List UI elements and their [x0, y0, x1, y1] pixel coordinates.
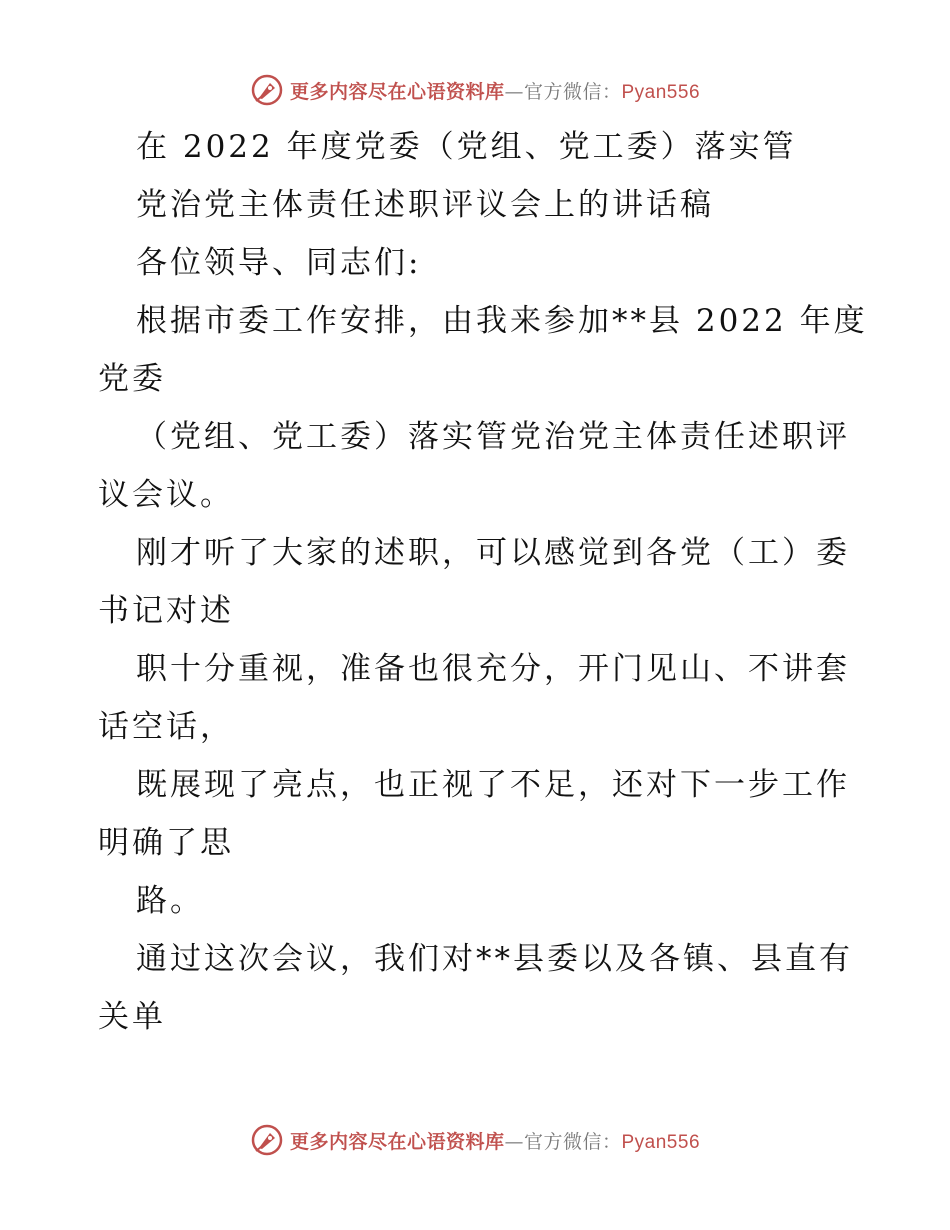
paragraph-line: 路。	[136, 883, 204, 919]
document-body	[98, 118, 868, 1046]
paragraph-line: 话空话，	[98, 709, 234, 745]
paragraph-line: 通过这次会议，我们对**县委以及各镇、县直有	[136, 941, 853, 977]
header-watermark-banner	[0, 68, 950, 112]
salutation: 各位领导、同志们:	[136, 245, 422, 281]
paragraph-line: 职十分重视，准备也很充分，开门见山、不讲套	[136, 651, 850, 687]
paragraph-line: 党委	[98, 361, 166, 397]
watermark-text: 更多内容尽在心语资料库—官方微信：Pyan556	[289, 1130, 701, 1153]
watermark-text: 更多内容尽在心语资料库—官方微信：Pyan556	[289, 80, 701, 103]
paragraph-line: 刚才听了大家的述职，可以感觉到各党（工）委	[136, 535, 850, 571]
paragraph-line: （党组、党工委）落实管党治党主体责任述职评	[136, 419, 850, 455]
paragraph-line: 根据市委工作安排，由我来参加**县 2022 年度	[136, 303, 868, 339]
title-line-1: 在 2022 年度党委（党组、党工委）落实管	[136, 129, 797, 165]
paragraph-line: 明确了思	[98, 825, 234, 861]
pen-nib-logo-icon	[250, 73, 284, 107]
paragraph-line: 书记对述	[98, 593, 234, 629]
footer-watermark-banner	[0, 1118, 950, 1162]
paragraph-line: 关单	[98, 999, 166, 1035]
paragraph-line: 议会议。	[98, 477, 234, 513]
title-line-2: 党治党主体责任述职评议会上的讲话稿	[136, 187, 714, 223]
paragraph-line: 既展现了亮点，也正视了不足，还对下一步工作	[136, 767, 850, 803]
pen-nib-logo-icon	[250, 1123, 284, 1157]
